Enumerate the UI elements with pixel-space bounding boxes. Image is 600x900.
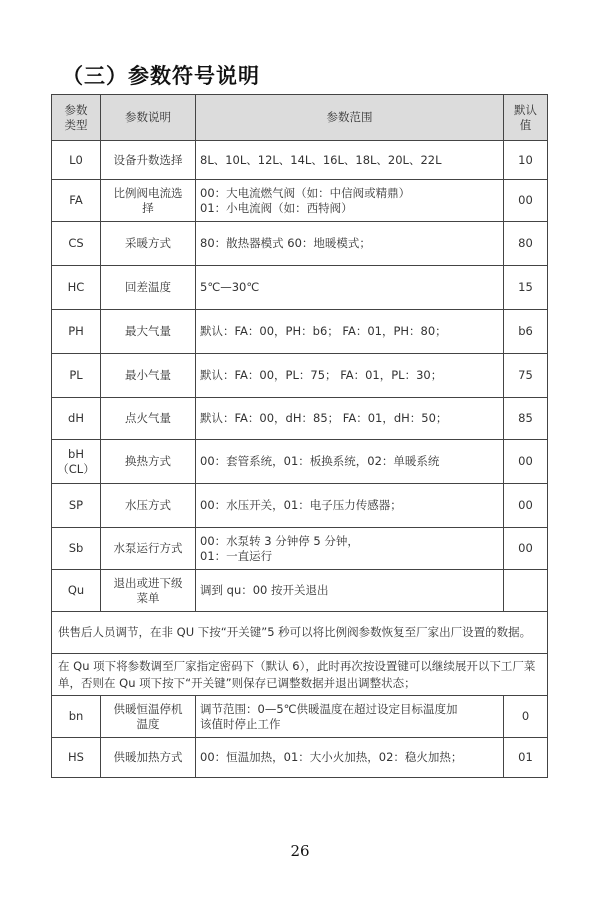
param-type-cell [52, 180, 101, 222]
param-type-cell [52, 440, 101, 484]
param-desc-text: 回差温度 [125, 280, 171, 294]
param-range-text: 00：大电流燃气阀（如：中信阀或精鼎） [200, 185, 411, 200]
param-range-text: 调到 qu：00 按开关退出 [200, 583, 329, 597]
param-default-cell: 01 [504, 738, 548, 778]
param-type-text: （CL） [57, 461, 95, 476]
table-row [52, 528, 548, 570]
param-range-cell [196, 398, 504, 440]
param-range-cell [196, 310, 504, 354]
table-row [52, 484, 548, 528]
param-range-text: 8L、10L、12L、14L、16L、18L、20L、22L [200, 152, 442, 167]
header-default-text: 默认 [514, 102, 537, 117]
param-range-cell [196, 440, 504, 484]
param-desc-cell [101, 570, 196, 612]
param-desc-cell [101, 440, 196, 484]
param-type-text: SP [68, 498, 84, 512]
page-title: （三）参数符号说明 [62, 64, 260, 88]
param-range-cell [196, 141, 504, 180]
param-type-cell [52, 696, 101, 738]
param-desc-text: 择 [142, 200, 154, 215]
param-range-text: 00：水泵转 3 分钟停 5 分钟， [200, 533, 359, 548]
param-range-text: 5℃—30℃ [200, 280, 260, 294]
param-range-text: 调节范围：0—5℃供暖温度在超过设定目标温度加 [200, 701, 458, 716]
param-range-text: 00：恒温加热，01：大小火加热，02：稳火加热； [200, 750, 463, 764]
param-type-cell [52, 266, 101, 310]
table-row [52, 696, 548, 738]
param-default-cell: 80 [504, 222, 548, 266]
table-row [52, 738, 548, 778]
param-desc-cell [101, 398, 196, 440]
table-row [52, 180, 548, 222]
param-desc-cell [101, 222, 196, 266]
header-default-cell [504, 95, 548, 141]
note-cell: 在 Qu 项下将参数调至厂家指定密码下（默认 6），此时再次按设置键可以继续展开以下工厂菜单，否则在 Qu 项下按下“开关键”则保存已调整数据并退出调整状态； [52, 654, 548, 696]
param-default-cell: 10 [504, 141, 548, 180]
param-default-cell: 15 [504, 266, 548, 310]
header-type-text: 类型 [64, 117, 88, 132]
param-default-cell: 75 [504, 354, 548, 398]
param-desc-text: 水泵运行方式 [113, 541, 183, 555]
param-range-text: 80：散热器模式 60：地暖模式； [200, 236, 371, 250]
param-default-cell: 00 [504, 528, 548, 570]
param-range-cell [196, 354, 504, 398]
param-type-text: bH [68, 446, 84, 461]
param-range-text: 01：小电流阀（如：西特阀） [200, 200, 353, 215]
param-desc-cell [101, 266, 196, 310]
param-type-text: HC [67, 280, 85, 294]
param-desc-text: 换热方式 [125, 454, 171, 468]
param-desc-text: 供暖加热方式 [113, 750, 183, 764]
table-row [52, 398, 548, 440]
note-row [52, 612, 548, 654]
table-header-row [52, 95, 548, 141]
param-desc-text: 退出或进下级 [113, 575, 183, 590]
param-desc-text: 供暖恒温停机 [113, 701, 183, 716]
param-desc-text: 最大气量 [125, 324, 171, 338]
param-type-text: Sb [68, 541, 84, 555]
param-type-cell [52, 738, 101, 778]
param-desc-text: 最小气量 [125, 368, 171, 382]
param-type-cell [52, 398, 101, 440]
page-number: 26 [290, 842, 310, 860]
param-range-cell [196, 738, 504, 778]
param-type-text: Qu [67, 583, 85, 597]
param-desc-cell [101, 738, 196, 778]
param-range-cell [196, 266, 504, 310]
header-desc-cell: 参数说明 [101, 95, 196, 141]
header-default-text: 值 [519, 117, 532, 132]
param-desc-text: 采暖方式 [125, 236, 171, 250]
header-type-text: 参数 [64, 102, 88, 117]
header-range-cell: 参数范围 [196, 95, 504, 141]
param-type-text: CS [68, 236, 84, 250]
param-range-text: 默认：FA：00，PH：b6； FA：01，PH：80； [200, 324, 447, 338]
param-range-text: 00：水压开关，01：电子压力传感器； [200, 498, 402, 512]
param-default-cell: 85 [504, 398, 548, 440]
param-range-text: 01：一直运行 [200, 548, 273, 563]
table-row [52, 440, 548, 484]
param-type-text: PL [69, 368, 83, 382]
param-default-cell: 00 [504, 180, 548, 222]
param-type-cell [52, 141, 101, 180]
param-type-cell [52, 528, 101, 570]
param-type-cell [52, 354, 101, 398]
param-default-cell: 00 [504, 484, 548, 528]
param-range-cell [196, 222, 504, 266]
note-cell: 供售后人员调节，在非 QU 下按“开关键”5 秒可以将比例阀参数恢复至厂家出厂设置的数据。 [52, 612, 548, 654]
param-type-text: L0 [69, 152, 83, 167]
table-row [52, 354, 548, 398]
param-range-cell [196, 570, 504, 612]
param-range-cell [196, 528, 504, 570]
param-type-cell [52, 310, 101, 354]
param-desc-cell [101, 310, 196, 354]
param-default-cell: 00 [504, 440, 548, 484]
header-type-cell [52, 95, 101, 141]
param-desc-text: 点火气量 [125, 411, 171, 425]
param-desc-cell [101, 141, 196, 180]
table-row [52, 266, 548, 310]
param-desc-text: 菜单 [136, 590, 160, 605]
param-type-text: HS [68, 750, 84, 764]
param-desc-text: 水压方式 [125, 498, 171, 512]
table-row [52, 141, 548, 180]
table-row [52, 570, 548, 612]
param-desc-cell [101, 354, 196, 398]
param-desc-text: 温度 [136, 716, 160, 731]
param-range-cell [196, 180, 504, 222]
param-desc-text: 设备升数选择 [113, 152, 183, 167]
param-range-text: 默认：FA：00，PL：75； FA：01，PL：30； [200, 368, 443, 382]
param-range-text: 该值时停止工作 [200, 716, 281, 731]
param-default-cell: 0 [504, 696, 548, 738]
note-row [52, 654, 548, 696]
param-desc-cell [101, 180, 196, 222]
param-type-text: dH [68, 411, 84, 425]
param-desc-text: 比例阀电流选 [113, 185, 183, 200]
param-range-cell [196, 484, 504, 528]
param-type-cell [52, 222, 101, 266]
param-range-cell [196, 696, 504, 738]
param-type-text: FA [69, 193, 83, 207]
param-range-text: 00：套管系统，01：板换系统，02：单暖系统 [200, 454, 440, 468]
param-desc-cell [101, 696, 196, 738]
param-default-cell [504, 570, 548, 612]
param-type-text: bn [68, 709, 84, 723]
param-desc-cell [101, 528, 196, 570]
parameter-table [51, 94, 548, 778]
param-range-text: 默认：FA：00，dH：85； FA：01，dH：50； [200, 411, 448, 425]
param-default-cell: b6 [504, 310, 548, 354]
table-row [52, 310, 548, 354]
table-row [52, 222, 548, 266]
param-type-text: PH [68, 324, 84, 338]
param-type-cell [52, 570, 101, 612]
param-desc-cell [101, 484, 196, 528]
param-type-cell [52, 484, 101, 528]
